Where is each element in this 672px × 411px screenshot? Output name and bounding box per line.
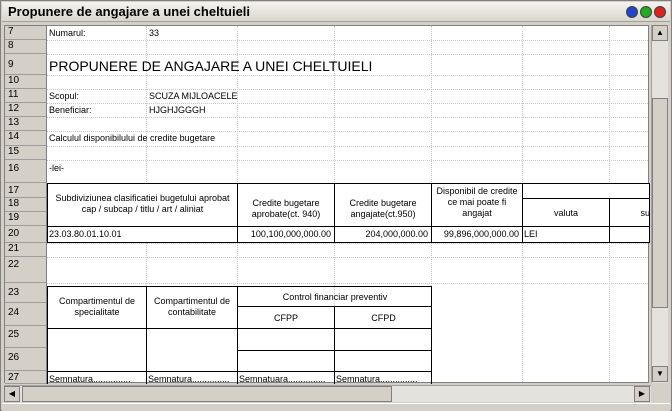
cell-clasificatie[interactable]: 23.03.80.01.10.01 [49,229,122,239]
horizontal-scrollbar[interactable] [4,385,651,402]
semnatura-cfpp[interactable]: Semnatuara............... [239,374,326,384]
semnatura-specialitate[interactable]: Semnatura............... [49,374,131,384]
row-headers [5,26,47,384]
semnatura-cfpd[interactable]: Semnatura............... [336,374,418,384]
scopul-label: Scopul: [49,91,80,101]
row-header-10[interactable]: 10 [5,75,47,89]
minimize-button[interactable] [626,6,638,18]
gridline [47,146,650,147]
semnatura-contabilitate[interactable]: Semnatura............... [148,374,230,384]
gridline [47,257,650,258]
close-button[interactable] [654,6,666,18]
scroll-up-icon[interactable]: ▲ [652,25,668,41]
maximize-button[interactable] [640,6,652,18]
row-header-18[interactable]: 18 [5,198,47,212]
gridline [47,75,650,76]
spreadsheet-grid[interactable] [4,25,649,383]
gridline [47,243,650,244]
beneficiar-value[interactable]: HJGHJGGGH [149,105,206,115]
row-header-9[interactable]: 9 [5,54,47,75]
row-header-24[interactable]: 24 [5,303,47,326]
header-angajate: Credite bugetare angajate(ct.950) [349,198,417,219]
gridline [47,117,650,118]
row-header-26[interactable]: 26 [5,348,47,371]
approval-table-divider [47,328,432,329]
unit-label: -lei- [49,163,64,173]
cell-valuta[interactable]: LEI [524,229,538,239]
scroll-left-icon[interactable]: ◀ [4,386,20,402]
title-bar[interactable] [2,2,670,22]
row-header-27[interactable]: 27 [5,371,47,384]
compartiment-specialitate-label: Compartimentul de specialitate [58,296,136,317]
row-header-20[interactable]: 20 [5,226,47,243]
row-header-8[interactable]: 8 [5,40,47,54]
compartiment-contabilitate-label: Compartimentul de contabilitate [153,296,231,317]
row-header-22[interactable]: 22 [5,257,47,283]
beneficiar-label: Beneficiar: [49,105,92,115]
scroll-down-icon[interactable]: ▼ [652,366,668,382]
gridline [47,131,650,132]
gridline [47,89,650,90]
row-header-17[interactable]: 17 [5,183,47,198]
row-header-13[interactable]: 13 [5,117,47,131]
vertical-scroll-thumb[interactable] [652,98,668,308]
gridline [47,160,650,161]
status-bar [2,403,670,411]
horizontal-scroll-thumb[interactable] [22,386,392,402]
header-valuta: valuta [553,208,579,218]
row-header-14[interactable]: 14 [5,131,47,146]
row-header-15[interactable]: 15 [5,146,47,160]
header-subdiviziunea: Subdiviziunea clasificatiei bugetului aprobat cap / subcap / titlu / art / aliniat [55,193,230,214]
vertical-scrollbar[interactable] [651,25,668,383]
row-header-7[interactable]: 7 [5,26,47,40]
header-disponibil: Disponibil de credite ce mai poate fi angajat [436,186,518,218]
calculul-label: Calculul disponibilului de credite bugetare [49,133,216,143]
numarul-value[interactable]: 33 [149,28,160,38]
row-header-25[interactable]: 25 [5,326,47,348]
cell-aprobate[interactable]: 100,100,000,000.00 [250,229,331,239]
row-header-23[interactable]: 23 [5,283,47,303]
row-header-16[interactable]: 16 [5,160,47,183]
cell-angajate[interactable]: 204,000,000.00 [365,229,428,239]
gridline [47,40,650,41]
cell-disponibil[interactable]: 99,896,000,000.00 [443,229,519,239]
credit-table-divider [47,226,650,227]
control-financiar-label: Control financiar preventiv [282,292,388,302]
approval-table-divider [47,371,432,372]
gridline [47,283,650,284]
credit-table-divider [522,198,650,199]
row-header-21[interactable]: 21 [5,243,47,257]
cfpd-label: CFPD [371,313,396,323]
gridline [47,54,650,55]
row-header-19[interactable]: 19 [5,212,47,226]
row-header-12[interactable]: 12 [5,103,47,117]
approval-table-divider [237,350,432,351]
approval-table-divider [237,306,432,307]
credit-table-divider [609,198,610,243]
cfpp-label: CFPP [273,313,298,323]
document-heading: PROPUNERE DE ANGAJARE A UNEI CHELTUIELI [49,58,373,74]
window-title: Propunere de angajare a unei cheltuieli [8,4,251,19]
row-header-11[interactable]: 11 [5,89,47,103]
scopul-value[interactable]: SCUZA MIJLOACELE [149,91,238,101]
numarul-label: Numarul: [49,28,86,38]
scroll-right-icon[interactable]: ▶ [634,386,650,402]
header-suma: su [640,208,650,218]
header-aprobate: Credite bugetare aprobate(ct. 940) [251,198,321,219]
gridline [47,103,650,104]
